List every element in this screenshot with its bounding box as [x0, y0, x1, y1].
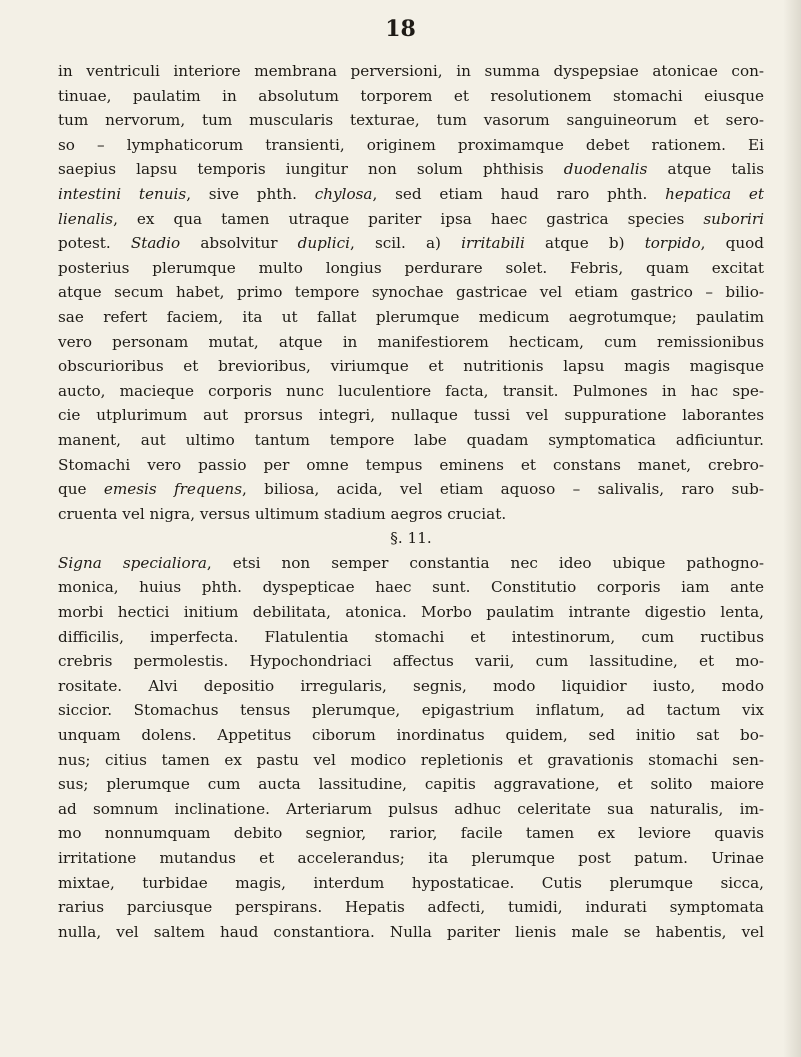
text-line: crebris permolestis. Hypochondriaci affectus varii, cum lassitudine, et mo-	[58, 652, 764, 671]
text-line: mo nonnumquam debito segnior, rarior, facile tamen ex leviore quavis	[58, 824, 764, 843]
text-line: aucto, macieque corporis nunc luculentiore facta, transit. Pulmones in hac spe-	[58, 381, 764, 400]
text-line: rarius parciusque perspirans. Hepatis adfecti, tumidi, indurati symptomata	[58, 898, 764, 917]
text-line: rositate. Alvi depositio irregularis, segnis, modo liquidior iusto, modo	[58, 676, 764, 695]
text-line: manent, aut ultimo tantum tempore labe quadam symptomatica adficiuntur.	[58, 430, 764, 449]
text-line: in ventriculi interiore membrana perversioni, in summa dyspepsiae atonicae con-	[58, 62, 764, 80]
section-heading: §. 11.	[390, 529, 432, 548]
text-line: siccior. Stomachus tensus plerumque, epigastrium inflatum, ad tactum vix	[58, 701, 764, 720]
text-line: cie utplurimum aut prorsus integri, nullaque tussi vel suppuratione laborantes	[58, 406, 764, 425]
text-line: obscurioribus et brevioribus, viriumque et nutritionis lapsu magis magisque	[58, 357, 764, 376]
text-line: morbi hectici initium debilitata, atonica. Morbo paulatim intrante digestio lenta,	[58, 603, 764, 622]
text-line: posterius plerumque multo longius perdurare solet. Febris, quam excitat	[58, 258, 764, 277]
text-line: irritatione mutandus et accelerandus; ita plerumque post patum. Urinae	[58, 849, 764, 867]
text-line: so – lymphaticorum transienti, originem proximamque debet rationem. Ei	[58, 135, 764, 154]
text-line: intestini tenuis, sive phth. chylosa, sed etiam haud raro phth. hepatica et	[58, 184, 764, 203]
body-text	[58, 59, 764, 944]
text-line: nus; citius tamen ex pastu vel modico repletionis et gravationis stomachi sen-	[58, 750, 764, 769]
text-line: tinuae, paulatim in absolutum torporem et resolutionem stomachi eiusque	[58, 86, 764, 105]
text-line: nulla, vel saltem haud constantiora. Nulla pariter lienis male se habentis, vel	[58, 922, 764, 941]
text-line: unquam dolens. Appetitus ciborum inordinatus quidem, sed initio sat bo-	[58, 726, 764, 745]
text-line: sus; plerumque cum aucta lassitudine, capitis aggravatione, et solito maiore	[58, 775, 764, 794]
text-line: potest. Stadio absolvitur duplici, scil. a) irritabili atque b) torpido, quod	[58, 234, 765, 253]
text-line: lienalis, ex qua tamen utraque pariter ipsa haec gastrica species suboriri	[58, 209, 764, 228]
text-line: cruenta vel nigra, versus ultimum stadium aegros cruciat.	[58, 504, 507, 523]
text-line: Signa specialiora, etsi non semper constantia nec ideo ubique pathogno-	[58, 553, 764, 572]
text-line: ad somnum inclinatione. Arteriarum pulsus adhuc celeritate sua naturalis, im-	[58, 799, 764, 818]
page-number: 18	[385, 16, 416, 42]
page-edge-shadow	[783, 0, 801, 1057]
text-line: mixtae, turbidae magis, interdum hypostaticae. Cutis plerumque sicca,	[58, 873, 764, 892]
text-line: Stomachi vero passio per omne tempus eminens et constans manet, crebro-	[58, 455, 764, 474]
text-line: tum nervorum, tum muscularis texturae, tum vasorum sanguineorum et sero-	[58, 111, 764, 130]
text-line: vero personam mutat, atque in manifestiorem hecticam, cum remissionibus	[58, 332, 764, 351]
text-line: sae refert faciem, ita ut fallat plerumque medicum aegrotumque; paulatim	[58, 307, 764, 326]
text-line: monica, huius phth. dyspepticae haec sunt. Constitutio corporis iam ante	[58, 578, 764, 597]
text-line: saepius lapsu temporis iungitur non solum phthisis duodenalis atque talis	[58, 160, 764, 179]
text-line: difficilis, imperfecta. Flatulentia stomachi et intestinorum, cum ructibus	[58, 627, 764, 646]
text-line: que emesis frequens, biliosa, acida, vel etiam aquoso – salivalis, raro sub-	[58, 480, 764, 499]
text-line: atque secum habet, primo tempore synochae gastricae vel etiam gastrico – bilio-	[58, 283, 764, 302]
